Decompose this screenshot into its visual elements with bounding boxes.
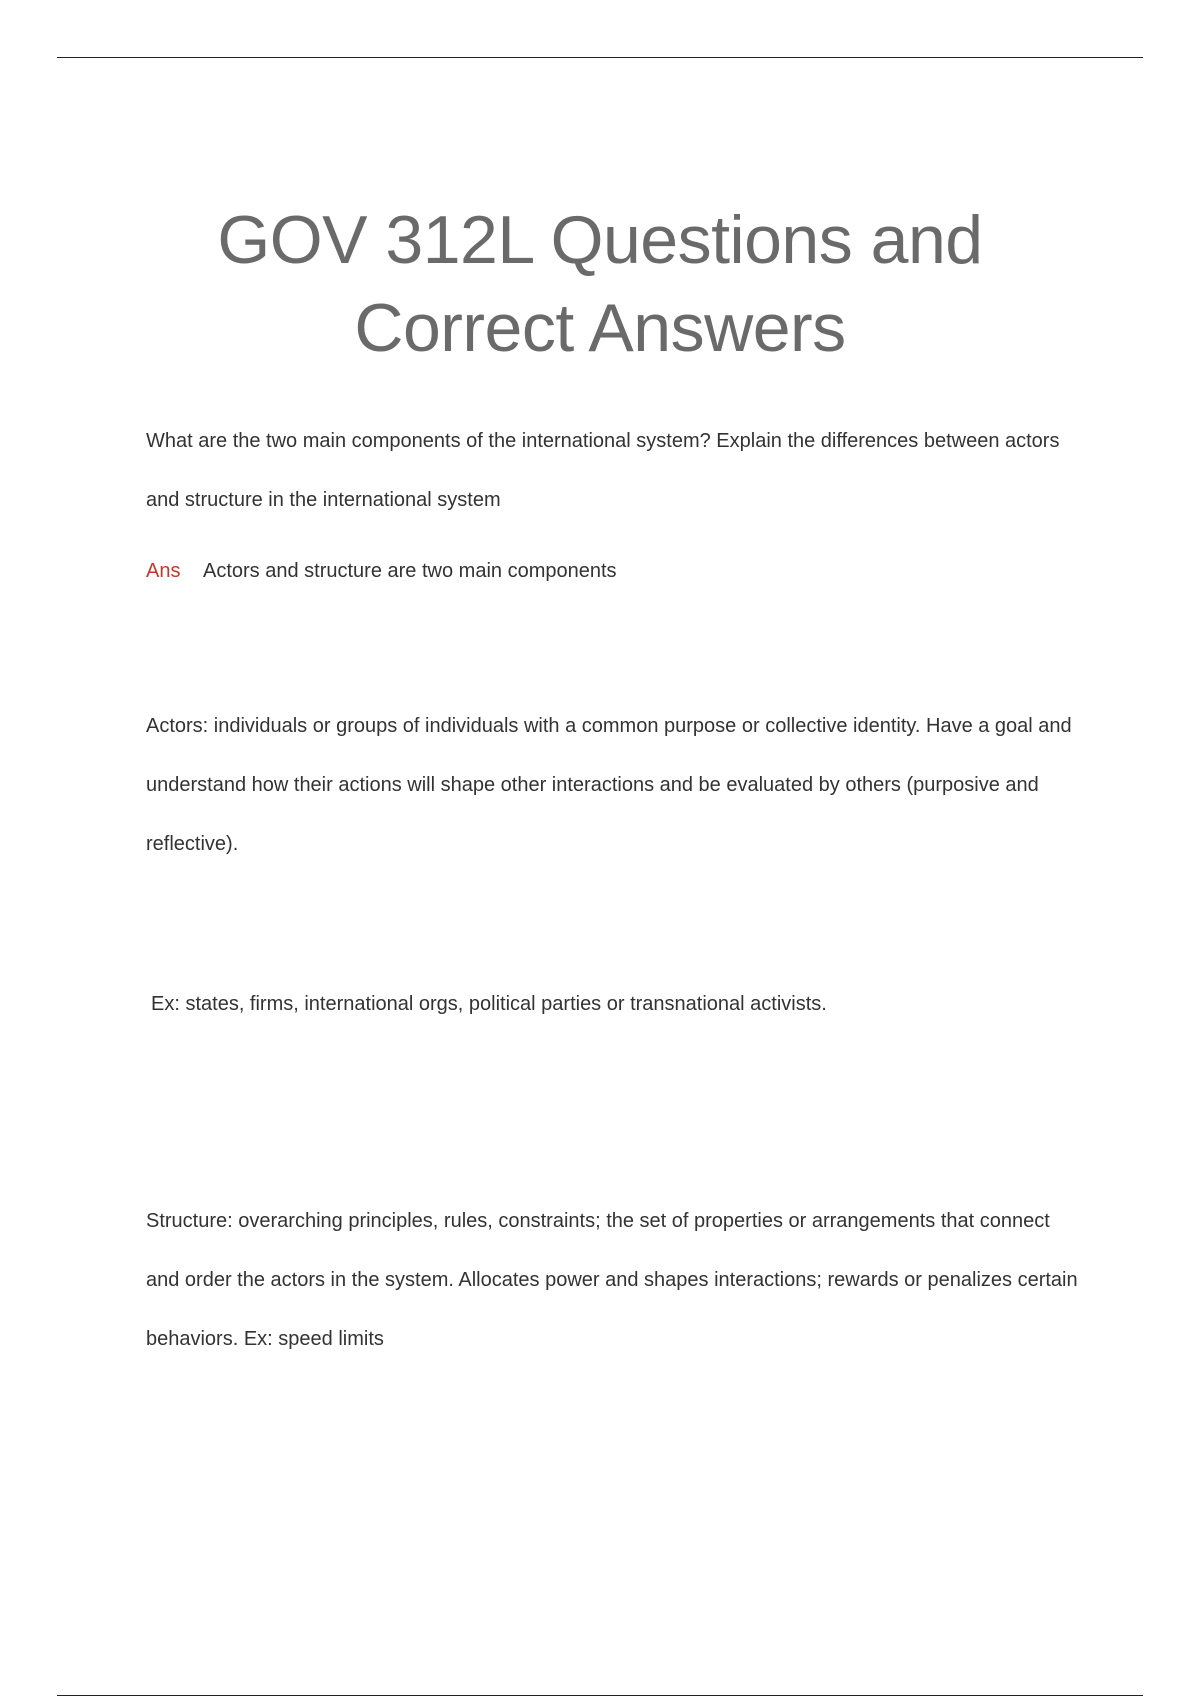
title-line-2: Correct Answers: [354, 289, 846, 366]
bottom-rule: [57, 1695, 1143, 1696]
answer-row: [146, 560, 1086, 583]
answer-label: Ans: [146, 560, 181, 582]
title-line-1: GOV 312L Questions and: [217, 201, 983, 278]
actors-paragraph: Actors: individuals or groups of individuals with a common purpose or collective identity. Have a goal and understand how their actions will shape other interactions and be evaluated by others (purposive and reflective).: [146, 715, 1072, 855]
top-rule: [57, 57, 1143, 58]
examples-line: Ex: states, firms, international orgs, political parties or transnational activists.: [151, 993, 827, 1015]
answer-text: Actors and structure are two main components: [203, 560, 617, 582]
structure-paragraph: Structure: overarching principles, rules, constraints; the set of properties or arrangements that connect and order the actors in the system. Allocates power and shapes interactions; rewards or penalizes certain behaviors. Ex: speed limits: [146, 1210, 1078, 1350]
document-title: [0, 196, 1200, 372]
question-text: What are the two main components of the international system? Explain the differences between actors and structure in the international system: [146, 430, 1060, 511]
